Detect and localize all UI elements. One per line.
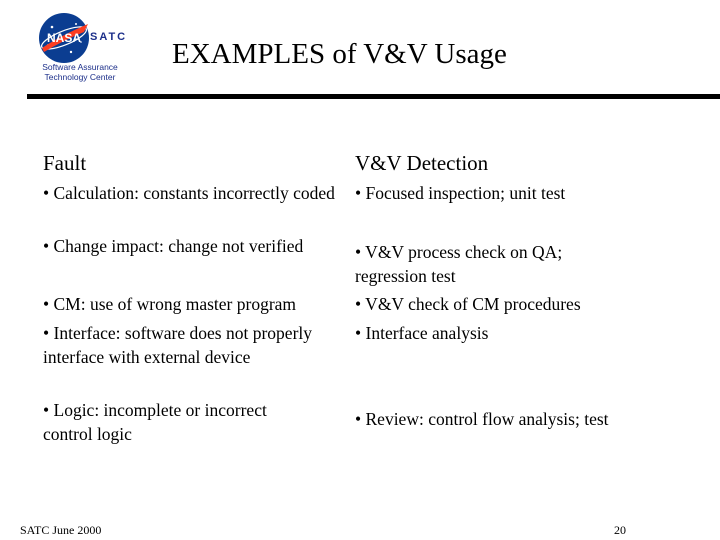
title-divider xyxy=(27,94,720,99)
satc-logo xyxy=(30,12,130,82)
fault-item-interface: • Interface: software does not properly interface with external device xyxy=(43,323,313,367)
footer-date: SATC June 2000 xyxy=(20,523,102,537)
detection-item-focused-inspection: • Focused inspection; unit test xyxy=(355,183,566,203)
fault-item-cm: • CM: use of wrong master program xyxy=(43,294,297,314)
detection-column-header: V&V Detection xyxy=(355,151,489,175)
nasa-meatball-icon xyxy=(38,12,90,64)
detection-item-interface-analysis: • Interface analysis xyxy=(355,323,489,343)
detection-item-review: • Review: control flow analysis; test xyxy=(355,409,609,429)
page-number: 20 xyxy=(614,523,626,537)
fault-item-change-impact: • Change impact: change not verified xyxy=(43,236,304,256)
detection-item-cm-check: • V&V check of CM procedures xyxy=(355,294,581,314)
logo-line-2: Technology Center xyxy=(44,72,116,82)
fault-item-calculation: • Calculation: constants incorrectly coded xyxy=(43,183,335,203)
logo-acronym: SATC xyxy=(90,31,128,43)
fault-column-header: Fault xyxy=(43,151,87,175)
detection-item-process-check: • V&V process check on QA; regression test xyxy=(355,242,563,286)
logo-subtitle xyxy=(30,62,130,82)
svg-text:NASA: NASA xyxy=(46,31,82,45)
fault-item-logic: • Logic: incomplete or incorrect control logic xyxy=(43,400,267,444)
logo-line-1: Software Assurance xyxy=(42,62,118,72)
slide-title: EXAMPLES of V&V Usage xyxy=(172,38,507,70)
